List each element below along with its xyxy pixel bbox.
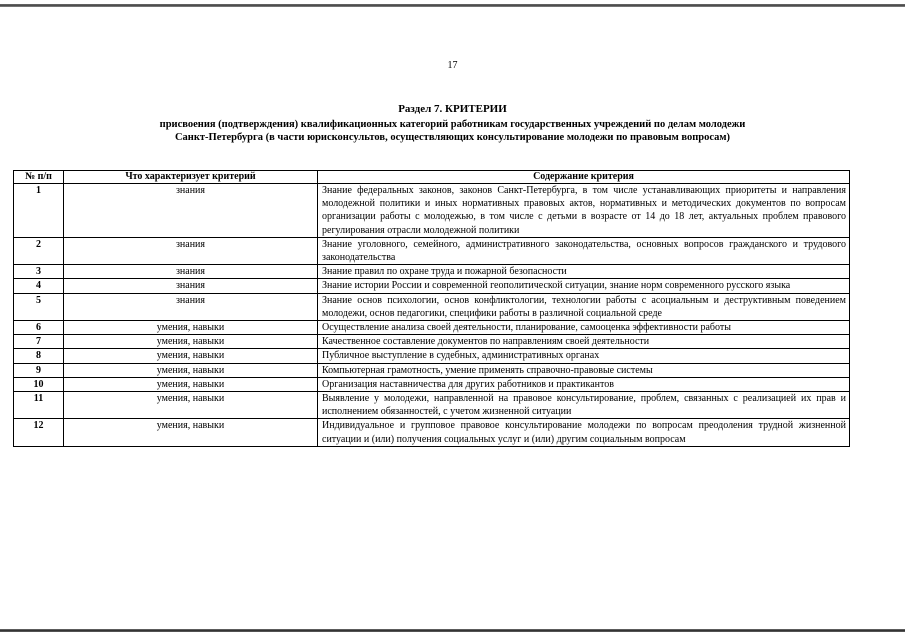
row-characteristic: умения, навыки [64, 392, 318, 419]
row-num: 5 [14, 293, 64, 320]
table-row [14, 335, 850, 349]
row-content: Качественное составление документов по направлениям своей деятельности [318, 335, 850, 349]
row-content: Знание федеральных законов, законов Санкт-Петербурга, в том числе устанавливающих приоритеты и направления молодежной политики и иных нормативных правовых актов, нормативных и методических документов по вопросам организации работы с молодежью, в том числе с детьми в возрасте от 14 до 18 лет, актуальных проблем правового регулирования отрасли молодежной политики [318, 184, 850, 238]
table-row [14, 321, 850, 335]
row-content: Осуществление анализа своей деятельности, планирование, самооценка эффективности работы [318, 321, 850, 335]
row-content: Знание истории России и современной геополитической ситуации, знание норм современного русского языка [318, 279, 850, 293]
row-num: 10 [14, 377, 64, 391]
row-num: 6 [14, 321, 64, 335]
page-number: 17 [447, 60, 458, 71]
row-num: 12 [14, 419, 64, 446]
row-characteristic: умения, навыки [64, 363, 318, 377]
row-content: Знание уголовного, семейного, административного законодательства, основных вопросов гражданского и трудового законодательства [318, 237, 850, 264]
table-row [14, 293, 850, 320]
header-characteristic: Что характеризует критерий [64, 171, 318, 184]
table-header-row [14, 171, 850, 184]
row-num: 3 [14, 265, 64, 279]
row-content: Индивидуальное и групповое правовое консультирование молодежи по вопросам преодоления трудной жизненной ситуации и (или) получения социальных услуг и (или) другим социальным вопросам [318, 419, 850, 446]
row-num: 7 [14, 335, 64, 349]
row-content: Знание правил по охране труда и пожарной безопасности [318, 265, 850, 279]
row-characteristic: умения, навыки [64, 321, 318, 335]
row-characteristic: знания [64, 279, 318, 293]
row-num: 4 [14, 279, 64, 293]
row-content: Выявление у молодежи, направленной на правовое консультирование, проблем, связанных с реализацией их прав и исполнением обязанностей, с учетом жизненной ситуации [318, 392, 850, 419]
table-row [14, 237, 850, 264]
table-row [14, 419, 850, 446]
row-characteristic: умения, навыки [64, 335, 318, 349]
table-row [14, 377, 850, 391]
scan-edge-bottom [0, 629, 905, 632]
row-content: Организация наставничества для других работников и практикантов [318, 377, 850, 391]
section-heading [0, 103, 905, 144]
header-content: Содержание критерия [318, 171, 850, 184]
row-num: 9 [14, 363, 64, 377]
table-row [14, 363, 850, 377]
criteria-table [13, 170, 850, 447]
table-row [14, 392, 850, 419]
header-num: № п/п [14, 171, 64, 184]
row-characteristic: знания [64, 237, 318, 264]
table-row [14, 349, 850, 363]
row-content: Компьютерная грамотность, умение применять справочно-правовые системы [318, 363, 850, 377]
row-characteristic: знания [64, 265, 318, 279]
row-characteristic: умения, навыки [64, 419, 318, 446]
row-content: Знание основ психологии, основ конфликтологии, технологии работы с асоциальным и деструктивным поведением молодежи, основ педагогики, специфики работы в различной социальной среде [318, 293, 850, 320]
section-subtitle-line-2: Санкт-Петербурга (в части юрисконсультов, осуществляющих консультирование молодежи по правовым вопросам) [174, 132, 731, 143]
section-subtitle-line-1: присвоения (подтверждения) квалификационных категорий работникам государственных учреждений по делам молодежи [159, 119, 746, 130]
row-characteristic: знания [64, 184, 318, 238]
row-content: Публичное выступление в судебных, административных органах [318, 349, 850, 363]
table-row [14, 265, 850, 279]
table-row [14, 279, 850, 293]
row-characteristic: знания [64, 293, 318, 320]
section-title: Раздел 7. КРИТЕРИИ [398, 103, 507, 115]
table-row [14, 184, 850, 238]
row-num: 2 [14, 237, 64, 264]
row-num: 1 [14, 184, 64, 238]
row-num: 8 [14, 349, 64, 363]
row-num: 11 [14, 392, 64, 419]
scan-edge-top [0, 4, 905, 7]
row-characteristic: умения, навыки [64, 349, 318, 363]
row-characteristic: умения, навыки [64, 377, 318, 391]
